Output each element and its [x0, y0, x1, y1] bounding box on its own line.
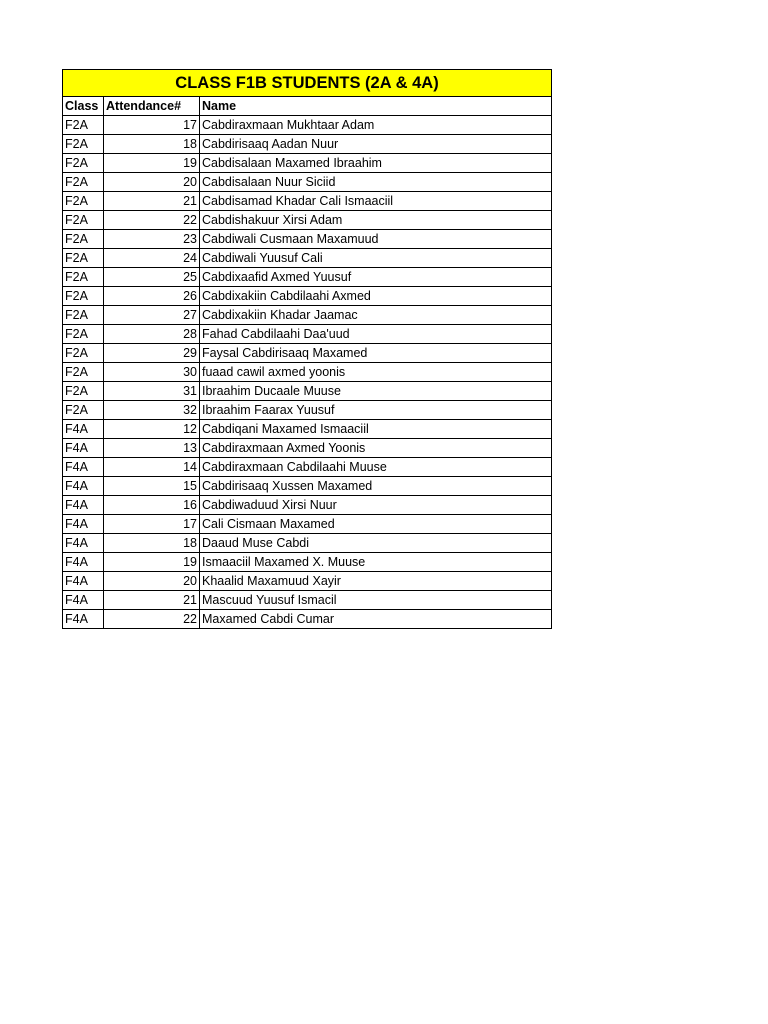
table-row [63, 287, 552, 306]
cell-name: Cabdisalaan Maxamed Ibraahim [200, 154, 552, 173]
cell-name: Cabdiraxmaan Mukhtaar Adam [200, 116, 552, 135]
cell-attendance: 19 [104, 553, 200, 572]
cell-class: F2A [63, 363, 104, 382]
table-row [63, 249, 552, 268]
table-row [63, 230, 552, 249]
cell-name: Cabdiwali Cusmaan Maxamuud [200, 230, 552, 249]
table-row [63, 420, 552, 439]
cell-attendance: 20 [104, 173, 200, 192]
cell-class: F4A [63, 591, 104, 610]
cell-class: F2A [63, 154, 104, 173]
cell-name: Ismaaciil Maxamed X. Muuse [200, 553, 552, 572]
table-row [63, 116, 552, 135]
table-body [63, 116, 552, 629]
table-row [63, 363, 552, 382]
cell-attendance: 19 [104, 154, 200, 173]
cell-attendance: 15 [104, 477, 200, 496]
cell-attendance: 20 [104, 572, 200, 591]
cell-attendance: 16 [104, 496, 200, 515]
cell-class: F2A [63, 401, 104, 420]
table-row [63, 192, 552, 211]
cell-name: Fahad Cabdilaahi Daa'uud [200, 325, 552, 344]
cell-class: F4A [63, 420, 104, 439]
table-row [63, 154, 552, 173]
cell-class: F2A [63, 287, 104, 306]
cell-attendance: 32 [104, 401, 200, 420]
cell-class: F2A [63, 268, 104, 287]
table-row [63, 344, 552, 363]
cell-class: F2A [63, 230, 104, 249]
table-row [63, 325, 552, 344]
cell-class: F2A [63, 382, 104, 401]
cell-class: F2A [63, 249, 104, 268]
cell-attendance: 21 [104, 192, 200, 211]
cell-name: Faysal Cabdirisaaq Maxamed [200, 344, 552, 363]
table-row [63, 268, 552, 287]
header-class: Class [63, 97, 104, 116]
table-row [63, 458, 552, 477]
cell-class: F2A [63, 306, 104, 325]
cell-attendance: 31 [104, 382, 200, 401]
cell-name: Daaud Muse Cabdi [200, 534, 552, 553]
table-row [63, 496, 552, 515]
cell-class: F4A [63, 477, 104, 496]
table-row [63, 401, 552, 420]
cell-name: Mascuud Yuusuf Ismacil [200, 591, 552, 610]
cell-name: Cabdiqani Maxamed Ismaaciil [200, 420, 552, 439]
cell-class: F2A [63, 192, 104, 211]
cell-name: fuaad cawil axmed yoonis [200, 363, 552, 382]
table-row [63, 515, 552, 534]
cell-attendance: 22 [104, 211, 200, 230]
table-title: CLASS F1B STUDENTS (2A & 4A) [63, 70, 552, 97]
cell-attendance: 17 [104, 116, 200, 135]
cell-attendance: 21 [104, 591, 200, 610]
table-row [63, 135, 552, 154]
cell-class: F4A [63, 534, 104, 553]
table-row [63, 306, 552, 325]
cell-attendance: 14 [104, 458, 200, 477]
cell-attendance: 26 [104, 287, 200, 306]
cell-attendance: 28 [104, 325, 200, 344]
cell-class: F4A [63, 458, 104, 477]
cell-class: F2A [63, 135, 104, 154]
cell-attendance: 17 [104, 515, 200, 534]
cell-class: F2A [63, 344, 104, 363]
student-table [62, 69, 552, 629]
header-attendance: Attendance# [104, 97, 200, 116]
cell-name: Cabdisalaan Nuur Siciid [200, 173, 552, 192]
cell-attendance: 18 [104, 534, 200, 553]
header-row [63, 97, 552, 116]
header-name: Name [200, 97, 552, 116]
cell-name: Cabdiwali Yuusuf Cali [200, 249, 552, 268]
table-row [63, 553, 552, 572]
cell-name: Ibraahim Faarax Yuusuf [200, 401, 552, 420]
table-row [63, 211, 552, 230]
cell-class: F4A [63, 572, 104, 591]
cell-attendance: 29 [104, 344, 200, 363]
cell-name: Cali Cismaan Maxamed [200, 515, 552, 534]
cell-name: Cabdiraxmaan Cabdilaahi Muuse [200, 458, 552, 477]
cell-name: Cabdiwaduud Xirsi Nuur [200, 496, 552, 515]
cell-name: Cabdirisaaq Aadan Nuur [200, 135, 552, 154]
cell-name: Khaalid Maxamuud Xayir [200, 572, 552, 591]
cell-class: F2A [63, 211, 104, 230]
cell-attendance: 22 [104, 610, 200, 629]
cell-name: Maxamed Cabdi Cumar [200, 610, 552, 629]
cell-name: Cabdisamad Khadar Cali Ismaaciil [200, 192, 552, 211]
table-row [63, 591, 552, 610]
cell-attendance: 30 [104, 363, 200, 382]
table-row [63, 173, 552, 192]
cell-attendance: 12 [104, 420, 200, 439]
cell-name: Cabdirisaaq Xussen Maxamed [200, 477, 552, 496]
cell-attendance: 23 [104, 230, 200, 249]
cell-class: F4A [63, 496, 104, 515]
cell-name: Cabdixaafid Axmed Yuusuf [200, 268, 552, 287]
cell-name: Cabdixakiin Khadar Jaamac [200, 306, 552, 325]
cell-class: F2A [63, 325, 104, 344]
cell-attendance: 18 [104, 135, 200, 154]
cell-attendance: 24 [104, 249, 200, 268]
cell-attendance: 25 [104, 268, 200, 287]
cell-class: F4A [63, 439, 104, 458]
table-row [63, 477, 552, 496]
table-row [63, 382, 552, 401]
title-row [63, 70, 552, 97]
table-row [63, 534, 552, 553]
cell-class: F4A [63, 553, 104, 572]
cell-attendance: 13 [104, 439, 200, 458]
cell-name: Cabdiraxmaan Axmed Yoonis [200, 439, 552, 458]
table-row [63, 439, 552, 458]
cell-class: F2A [63, 116, 104, 135]
cell-name: Ibraahim Ducaale Muuse [200, 382, 552, 401]
table-row [63, 610, 552, 629]
table-row [63, 572, 552, 591]
cell-name: Cabdishakuur Xirsi Adam [200, 211, 552, 230]
cell-attendance: 27 [104, 306, 200, 325]
cell-class: F4A [63, 610, 104, 629]
cell-name: Cabdixakiin Cabdilaahi Axmed [200, 287, 552, 306]
cell-class: F4A [63, 515, 104, 534]
cell-class: F2A [63, 173, 104, 192]
